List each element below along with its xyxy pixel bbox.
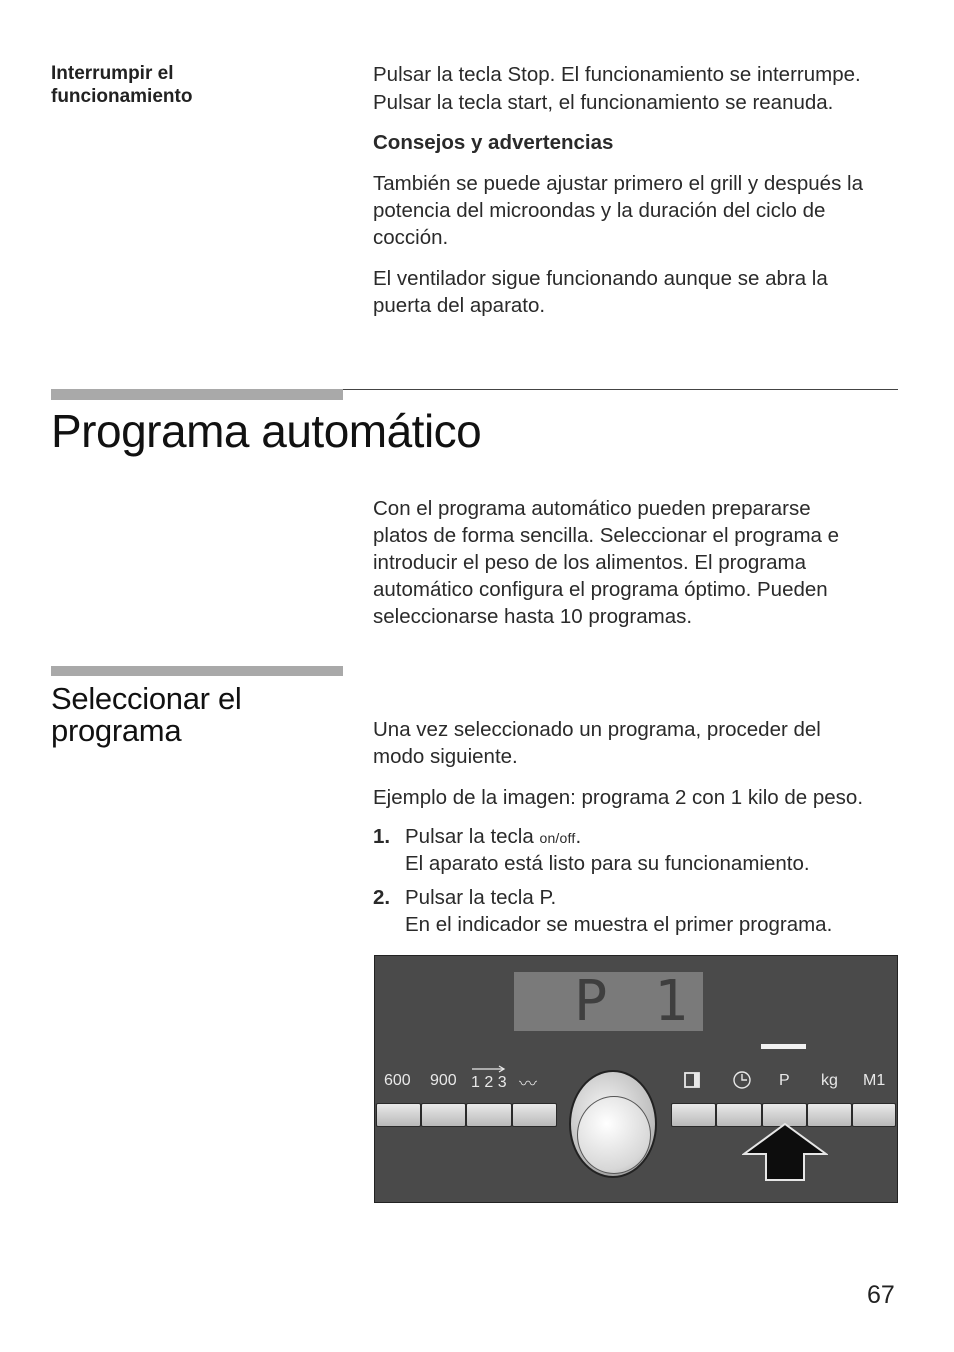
button-grill[interactable] xyxy=(671,1103,716,1127)
step-detail: El aparato está listo para su funcionamiento. xyxy=(405,852,810,875)
tips-heading: Consejos y advertencias xyxy=(373,131,614,154)
on-off-key-label: on/off xyxy=(539,830,576,846)
clock-icon xyxy=(731,1070,753,1092)
step-number: 1. xyxy=(373,825,391,848)
p-indicator-light xyxy=(761,1044,806,1049)
page-number: 67 xyxy=(867,1281,895,1309)
tips-paragraph-1: También se puede ajustar primero el grill y después la potencia del microondas y la duración del ciclo de cocción. xyxy=(373,172,863,249)
interrupt-line-2: Pulsar la tecla start, el funcionamiento se reanuda. xyxy=(373,91,834,114)
label-p: P xyxy=(779,1072,790,1089)
button-microwave[interactable] xyxy=(512,1103,557,1127)
button-600[interactable] xyxy=(376,1103,421,1127)
step-detail: En el indicador se muestra el primer programa. xyxy=(405,913,833,936)
subsection-paragraph-1: Una vez seleccionado un programa, proceder del modo siguiente. xyxy=(373,718,821,768)
interrupt-line-1: Pulsar la tecla Stop. El funcionamiento se interrumpe. xyxy=(373,63,861,86)
subsection-title: Seleccionar el programa xyxy=(51,681,242,748)
label-kg: kg xyxy=(821,1072,838,1089)
label-900: 900 xyxy=(430,1072,457,1089)
step-number: 2. xyxy=(373,886,391,909)
section-rule xyxy=(343,389,898,390)
tips-paragraph-2: El ventilador sigue funcionando aunque se abra la puerta del aparato. xyxy=(373,267,828,317)
panel-display xyxy=(514,969,703,1034)
page-title: Programa automático xyxy=(51,405,482,457)
door-icon xyxy=(683,1070,703,1090)
control-panel-illustration xyxy=(374,955,898,1203)
rotary-knob[interactable] xyxy=(569,1070,657,1178)
step-1 xyxy=(373,823,913,879)
button-m1[interactable] xyxy=(852,1103,896,1127)
label-m1: M1 xyxy=(863,1072,886,1089)
interrupt-text xyxy=(373,61,913,116)
subsection-bar xyxy=(51,666,343,676)
up-arrow-icon xyxy=(742,1122,828,1184)
button-900[interactable] xyxy=(421,1103,466,1127)
arrow-right-icon xyxy=(471,1064,509,1074)
subsection-paragraph-2: Ejemplo de la imagen: programa 2 con 1 kilo de peso. xyxy=(373,786,864,809)
step-2 xyxy=(373,884,913,940)
knob-face xyxy=(577,1096,651,1174)
interrupt-label: Interrumpir el funcionamiento xyxy=(51,63,193,107)
step-text: Pulsar la tecla P. xyxy=(405,886,557,909)
p-key-label: P xyxy=(539,886,551,909)
microwave-wave-icon: 〰 xyxy=(519,1074,537,1094)
display-program-number: 1 xyxy=(654,969,688,1034)
button-123[interactable] xyxy=(466,1103,512,1127)
display-program-letter: P xyxy=(574,969,608,1034)
label-600: 600 xyxy=(384,1072,411,1089)
step-text: Pulsar la tecla on/off. xyxy=(405,825,582,848)
section-intro: Con el programa automático pueden prepararse platos de forma sencilla. Seleccionar el programa e introducir el peso de los alimentos. El programa automático configura el programa óptimo. Pueden seleccionarse hasta 10 programas. xyxy=(373,497,840,628)
label-123: 1 2 3 xyxy=(471,1074,507,1091)
section-bar xyxy=(51,389,343,400)
